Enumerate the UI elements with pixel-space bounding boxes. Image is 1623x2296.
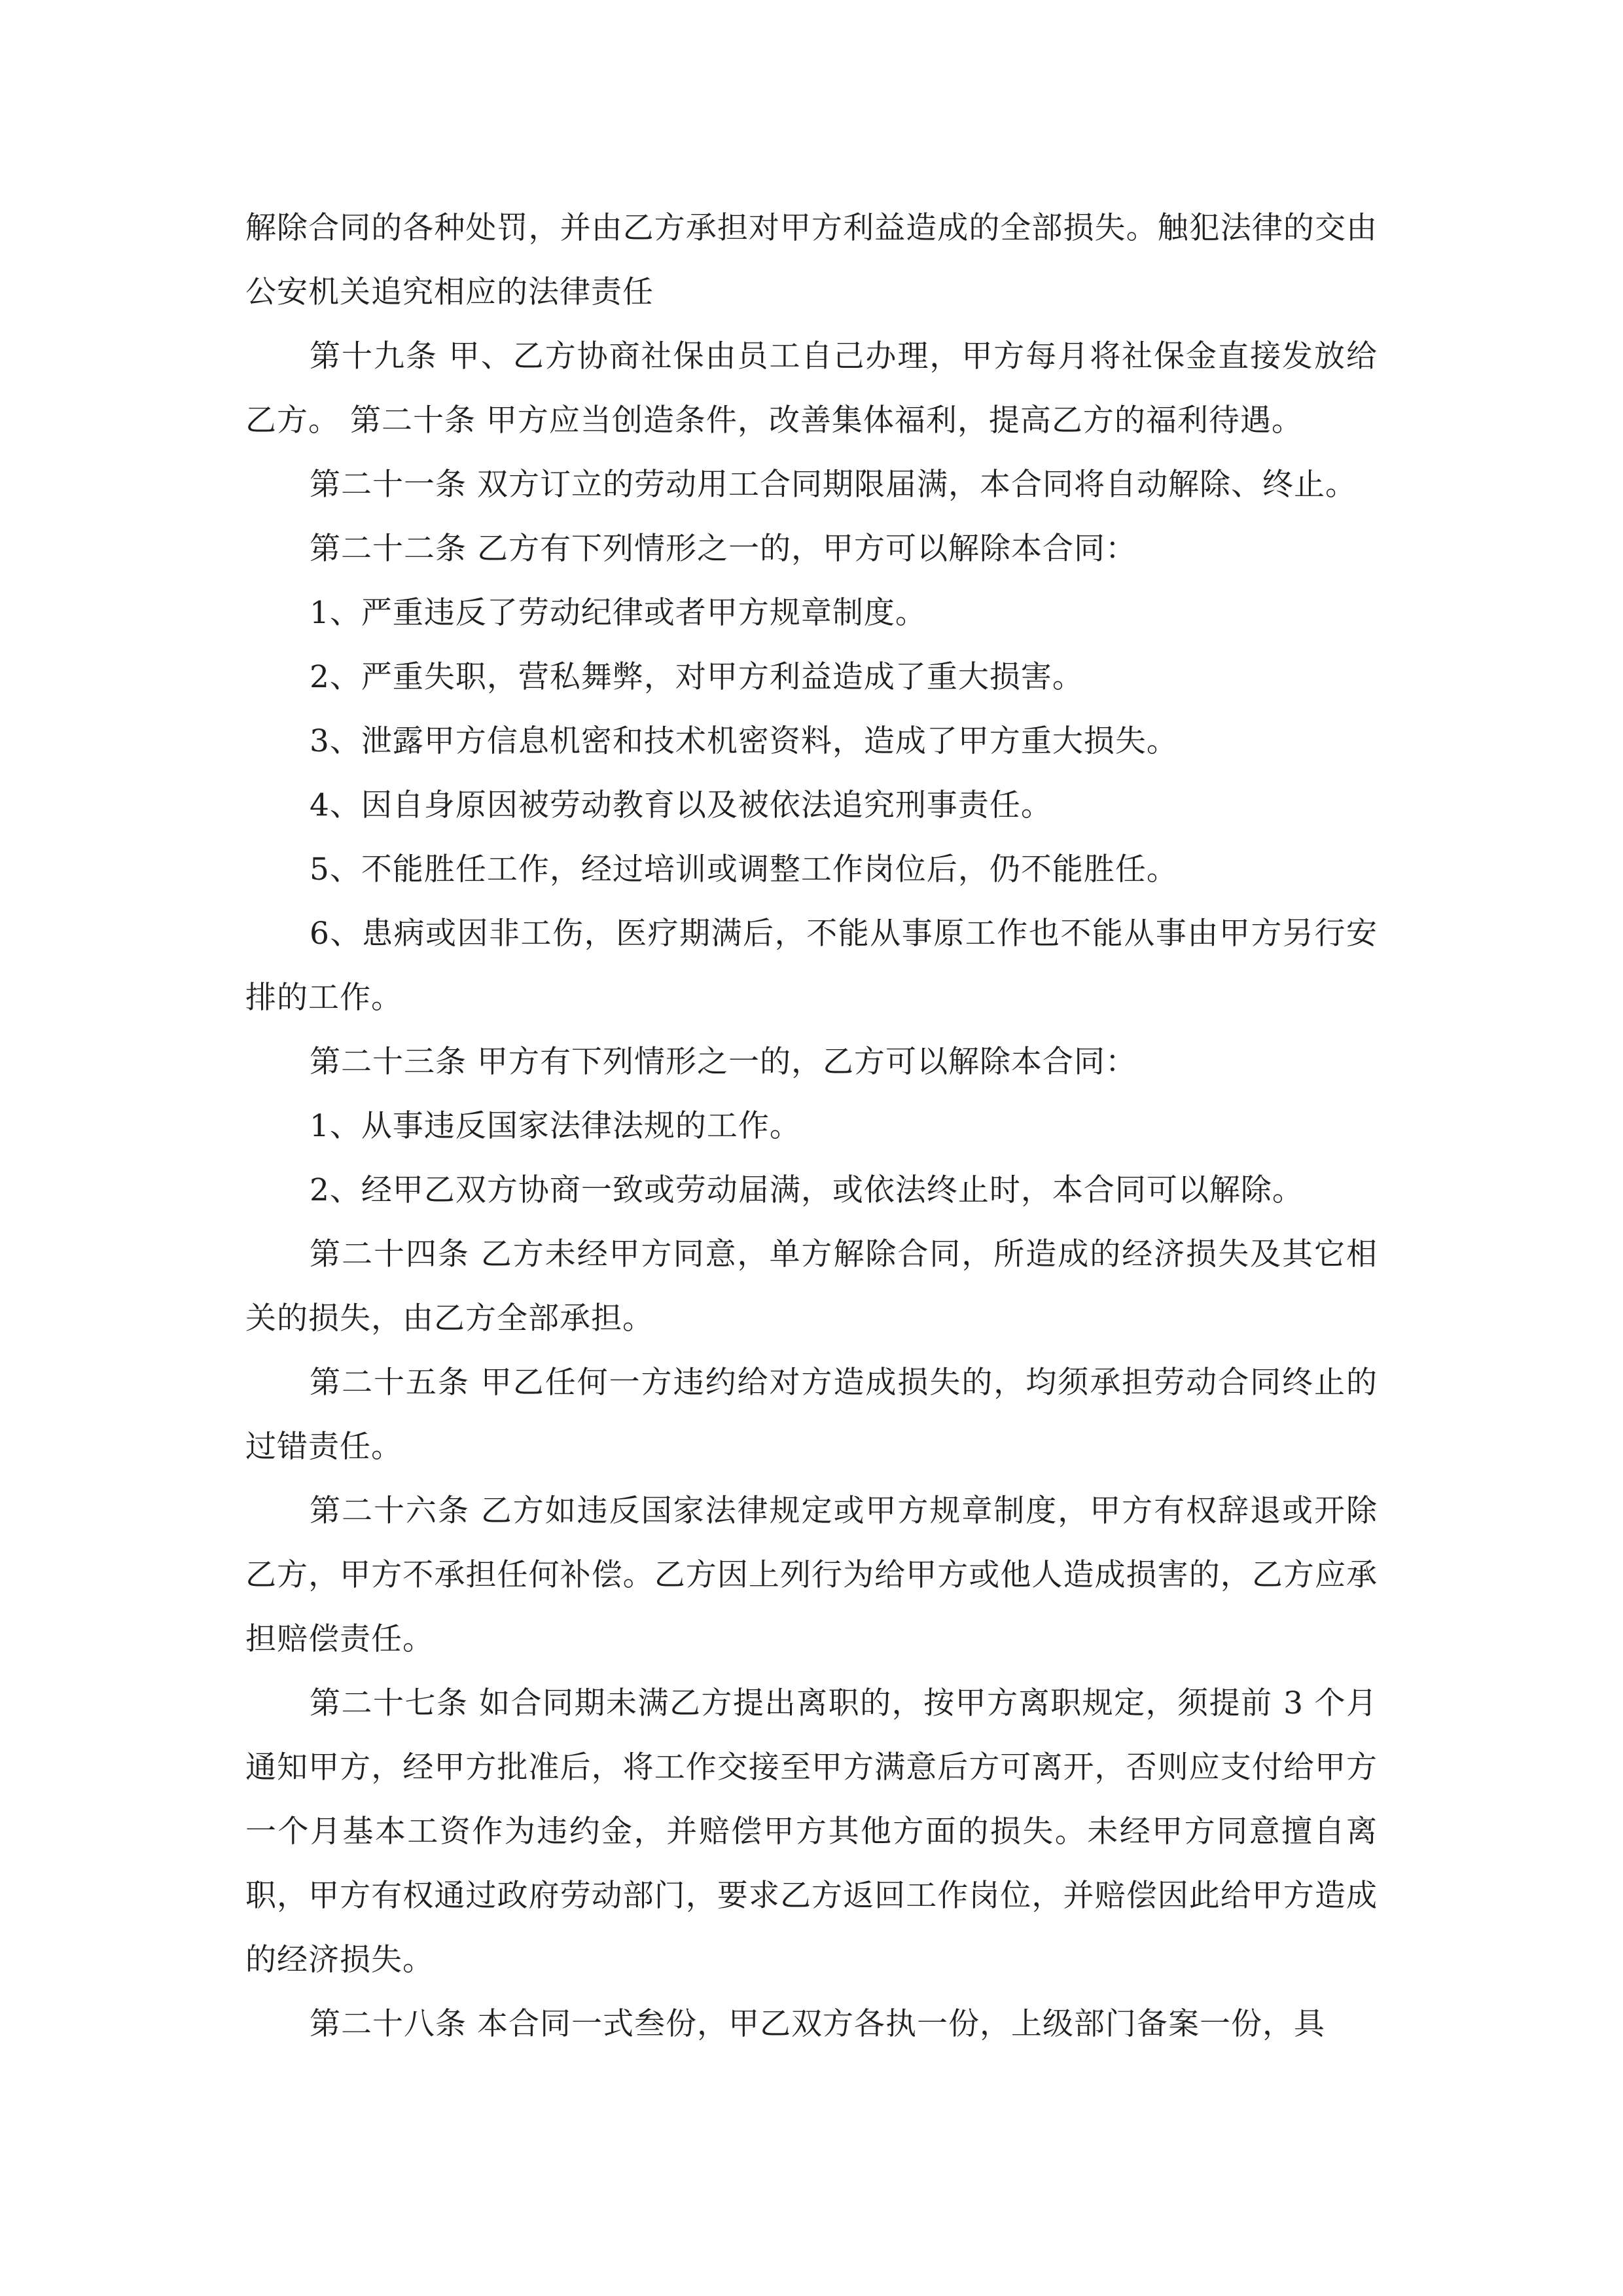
list-item-22-4: 4、因自身原因被劳动教育以及被依法追究刑事责任。 — [310, 787, 1052, 823]
paragraph-article-24: 第二十四条 乙方未经甲方同意，单方解除合同，所造成的经济损失及其它相关的损失，由乙方全部承担。 — [245, 1236, 1378, 1336]
document-body — [245, 196, 1378, 2056]
paragraph-article-22: 第二十二条 乙方有下列情形之一的，甲方可以解除本合同： — [310, 531, 1137, 567]
paragraph-article-21: 第二十一条 双方订立的劳动用工合同期限届满，本合同将自动解除、终止。 — [310, 467, 1357, 503]
list-item-22-3: 3、泄露甲方信息机密和技术机密资料，造成了甲方重大损失。 — [310, 723, 1178, 759]
paragraph-article-27: 第二十七条 如合同期未满乙方提出离职的，按甲方离职规定，须提前 3 个月通知甲方，经甲方批准后，将工作交接至甲方满意后方可离开，否则应支付给甲方一个月基本工资作为违约金，并赔偿甲方其他方面的损失。未经甲方同意擅自离职，甲方有权通过政府劳动部门，要求乙方返回工作岗位，并赔偿因此给甲方造成的经济损失。 — [245, 1685, 1378, 1978]
list-item-23-2: 2、经甲乙双方协商一致或劳动届满，或依法终止时，本合同可以解除。 — [310, 1172, 1304, 1208]
paragraph-article-23: 第二十三条 甲方有下列情形之一的，乙方可以解除本合同： — [310, 1044, 1137, 1080]
list-item-22-1: 1、严重违反了劳动纪律或者甲方规章制度。 — [310, 595, 927, 631]
paragraph-continuation: 解除合同的各种处罚，并由乙方承担对甲方利益造成的全部损失。触犯法律的交由公安机关追究相应的法律责任 — [245, 210, 1378, 310]
list-item-22-5: 5、不能胜任工作，经过培训或调整工作岗位后，仍不能胜任。 — [310, 852, 1178, 888]
list-item-22-2: 2、严重失职，营私舞弊，对甲方利益造成了重大损害。 — [310, 659, 1084, 695]
paragraph-article-19-20: 第十九条 甲、乙方协商社保由员工自己办理，甲方每月将社保金直接发放给乙方。 第二十条 甲方应当创造条件，改善集体福利，提高乙方的福利待遇。 — [245, 338, 1378, 439]
paragraph-article-28: 第二十八条 本合同一式叁份，甲乙双方各执一份，上级部门备案一份，具 — [310, 2006, 1325, 2042]
list-item-23-1: 1、从事违反国家法律法规的工作。 — [310, 1108, 801, 1144]
paragraph-article-26: 第二十六条 乙方如违反国家法律规定或甲方规章制度，甲方有权辞退或开除乙方，甲方不承担任何补偿。乙方因上列行为给甲方或他人造成损害的，乙方应承担赔偿责任。 — [245, 1493, 1378, 1657]
list-item-22-6: 6、患病或因非工伤，医疗期满后，不能从事原工作也不能从事由甲方另行安排的工作。 — [245, 916, 1378, 1016]
paragraph-article-25: 第二十五条 甲乙任何一方违约给对方造成损失的，均须承担劳动合同终止的过错责任。 — [245, 1365, 1378, 1465]
